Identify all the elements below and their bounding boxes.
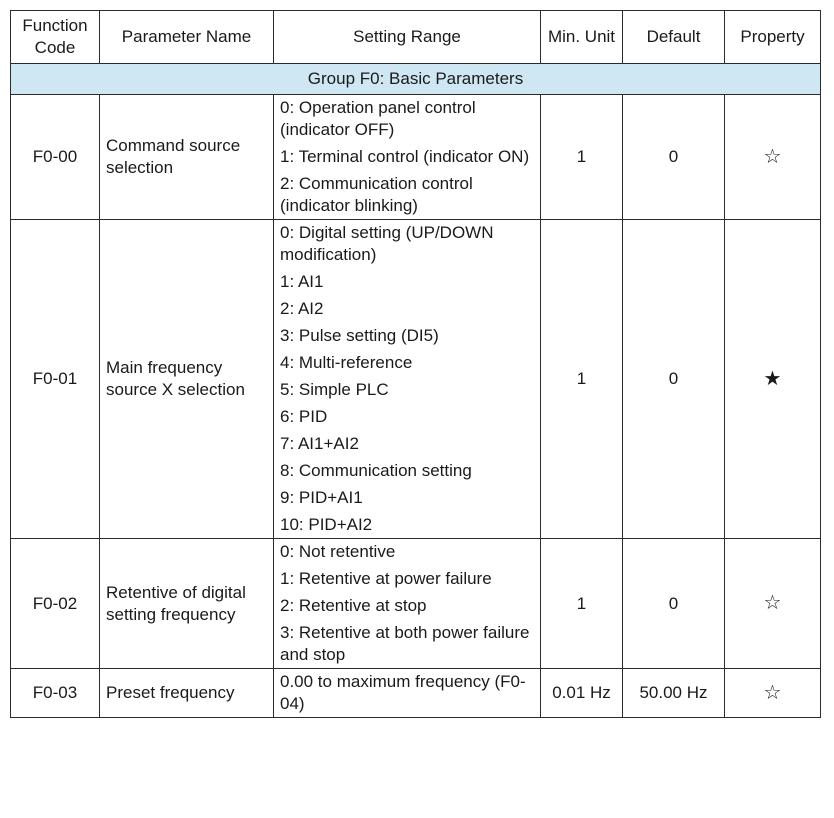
property-cell: [725, 95, 821, 220]
outline-star-icon: ☆: [763, 145, 782, 168]
setting-option: 0: Not retentive: [280, 542, 396, 561]
header-setting-range: Setting Range: [274, 11, 541, 64]
table-row: [11, 220, 821, 539]
parameter-name-cell: Main frequency source X selection: [100, 220, 274, 539]
setting-option: 0: Digital setting (UP/DOWN modification): [280, 223, 494, 264]
setting-option: 3: Pulse setting (DI5): [280, 326, 439, 345]
parameter-table: [10, 10, 821, 718]
header-property: Property: [725, 11, 821, 64]
default-cell: 0: [623, 95, 725, 220]
setting-range-cell: [274, 95, 541, 220]
parameter-name-cell: Command source selection: [100, 95, 274, 220]
outline-star-icon: ☆: [763, 592, 782, 614]
outline-star-icon: ☆: [763, 681, 782, 704]
setting-option: 2: Retentive at stop: [280, 596, 427, 615]
table-row: [11, 539, 821, 669]
header-function-code: Function Code: [11, 11, 100, 64]
setting-option: 5: Simple PLC: [280, 380, 389, 399]
property-cell: [725, 539, 821, 669]
setting-option: 0.00 to maximum frequency (F0-04): [280, 672, 526, 713]
default-cell: 0: [623, 539, 725, 669]
setting-option: 7: AI1+AI2: [280, 434, 359, 453]
setting-range-cell: [274, 220, 541, 539]
parameter-name-cell: Retentive of digital setting frequency: [100, 539, 274, 669]
table-body: [11, 64, 821, 718]
setting-option: 8: Communication setting: [280, 461, 472, 480]
setting-option: 0: Operation panel control (indicator OFF): [280, 98, 476, 139]
setting-option: 2: Communication control (indicator blinking): [280, 174, 473, 215]
setting-option: 3: Retentive at both power failure and stop: [280, 623, 530, 664]
min-unit-cell: 1: [541, 95, 623, 220]
setting-range-cell: [274, 669, 541, 718]
min-unit-cell: 1: [541, 220, 623, 539]
setting-option: 2: AI2: [280, 299, 324, 318]
table-row: [11, 669, 821, 718]
setting-option: 1: Retentive at power failure: [280, 569, 492, 588]
property-cell: [725, 669, 821, 718]
function-code-cell: F0-01: [11, 220, 100, 539]
min-unit-cell: 1: [541, 539, 623, 669]
setting-option: 9: PID+AI1: [280, 488, 363, 507]
min-unit-cell: 0.01 Hz: [541, 669, 623, 718]
setting-range-cell: [274, 539, 541, 669]
header-parameter-name: Parameter Name: [100, 11, 274, 64]
function-code-cell: F0-03: [11, 669, 100, 718]
table-row: [11, 95, 821, 220]
header-default: Default: [623, 11, 725, 64]
setting-option: 1: AI1: [280, 272, 324, 291]
function-code-cell: F0-02: [11, 539, 100, 669]
setting-option: 1: Terminal control (indicator ON): [280, 147, 530, 166]
function-code-cell: F0-00: [11, 95, 100, 220]
parameter-name-cell: Preset frequency: [100, 669, 274, 718]
group-row: [11, 64, 821, 95]
default-cell: 50.00 Hz: [623, 669, 725, 718]
table-header: [11, 11, 821, 64]
setting-option: 6: PID: [280, 407, 328, 426]
header-min-unit: Min. Unit: [541, 11, 623, 64]
default-cell: 0: [623, 220, 725, 539]
property-cell: [725, 220, 821, 539]
setting-option: 4: Multi-reference: [280, 353, 413, 372]
header-row: [11, 11, 821, 64]
setting-option: 10: PID+AI2: [280, 515, 373, 534]
filled-star-icon: ★: [763, 367, 782, 390]
group-title: Group F0: Basic Parameters: [11, 64, 821, 95]
